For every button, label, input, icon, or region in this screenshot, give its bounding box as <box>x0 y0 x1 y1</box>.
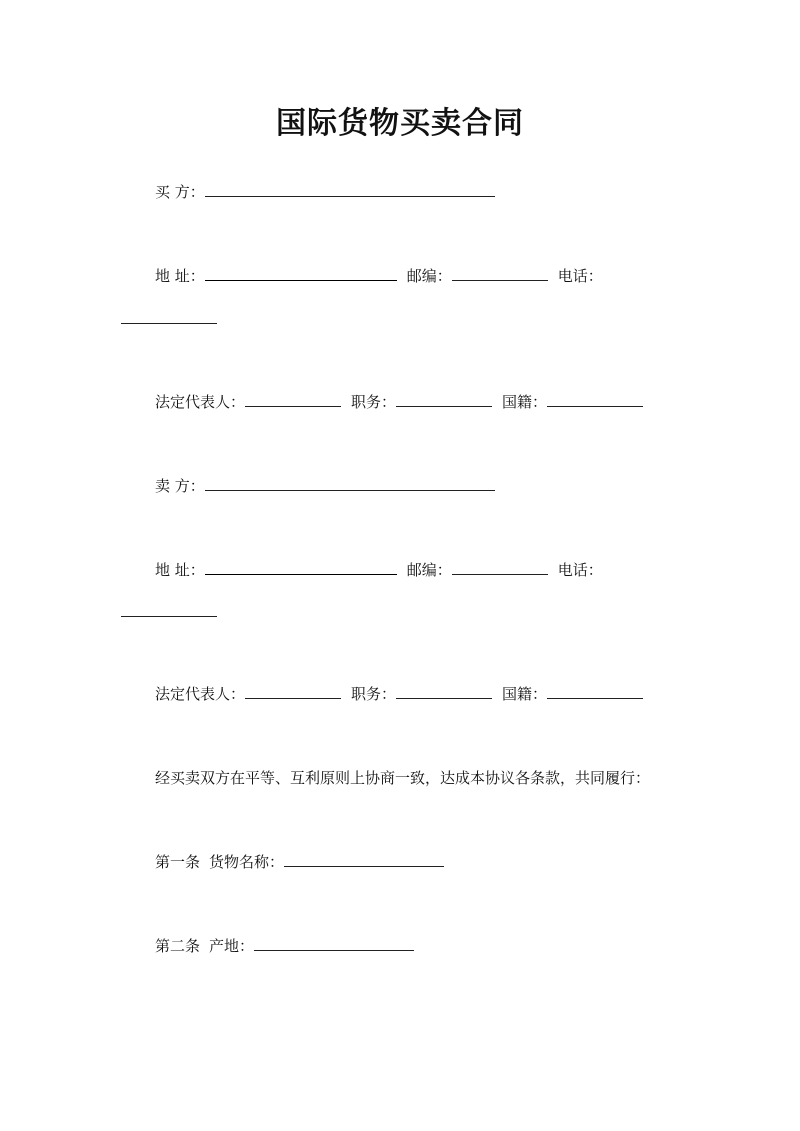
seller-address-row <box>155 560 603 580</box>
document-title: 国际货物买卖合同 <box>276 106 524 141</box>
seller-rep-field[interactable] <box>245 684 341 699</box>
buyer-name-field[interactable] <box>205 182 495 197</box>
article-1 <box>155 852 444 872</box>
article-2 <box>155 936 414 956</box>
seller-postcode-field[interactable] <box>452 560 548 575</box>
seller-position-field[interactable] <box>396 684 492 699</box>
buyer-nationality-label: 国籍： <box>502 393 548 411</box>
buyer-rep-field[interactable] <box>245 392 341 407</box>
buyer-row <box>155 182 495 202</box>
buyer-nationality-field[interactable] <box>547 392 643 407</box>
buyer-address-field[interactable] <box>205 266 397 281</box>
origin-field[interactable] <box>254 936 414 951</box>
seller-position-label: 职务： <box>351 685 397 703</box>
goods-name-field[interactable] <box>284 852 444 867</box>
buyer-postcode-field[interactable] <box>452 266 548 281</box>
buyer-postcode-label: 邮编： <box>406 267 452 285</box>
seller-name-field[interactable] <box>205 476 495 491</box>
buyer-position-label: 职务： <box>351 393 397 411</box>
seller-label: 卖 方： <box>155 477 205 495</box>
seller-row <box>155 476 495 496</box>
buyer-position-field[interactable] <box>396 392 492 407</box>
buyer-rep-label: 法定代表人： <box>155 393 246 411</box>
buyer-rep-row <box>155 392 643 412</box>
preamble-paragraph: 经买卖双方在平等、互利原则上协商一致，达成本协议各条款，共同履行： <box>155 769 651 787</box>
buyer-phone-field[interactable] <box>121 323 217 324</box>
buyer-address-label: 地 址： <box>155 267 205 285</box>
buyer-label: 买 方： <box>155 183 205 201</box>
seller-address-field[interactable] <box>205 560 397 575</box>
seller-phone-field[interactable] <box>121 616 217 617</box>
seller-rep-row <box>155 684 643 704</box>
article-label: 产地： <box>209 937 255 955</box>
seller-nationality-label: 国籍： <box>502 685 548 703</box>
seller-postcode-label: 邮编： <box>406 561 452 579</box>
buyer-phone-label: 电话： <box>557 267 603 285</box>
seller-rep-label: 法定代表人： <box>155 685 246 703</box>
seller-nationality-field[interactable] <box>547 684 643 699</box>
buyer-address-row <box>155 266 603 286</box>
article-number: 第二条 <box>155 937 201 955</box>
article-label: 货物名称： <box>209 853 285 871</box>
article-number: 第一条 <box>155 853 201 871</box>
seller-address-label: 地 址： <box>155 561 205 579</box>
seller-phone-label: 电话： <box>557 561 603 579</box>
